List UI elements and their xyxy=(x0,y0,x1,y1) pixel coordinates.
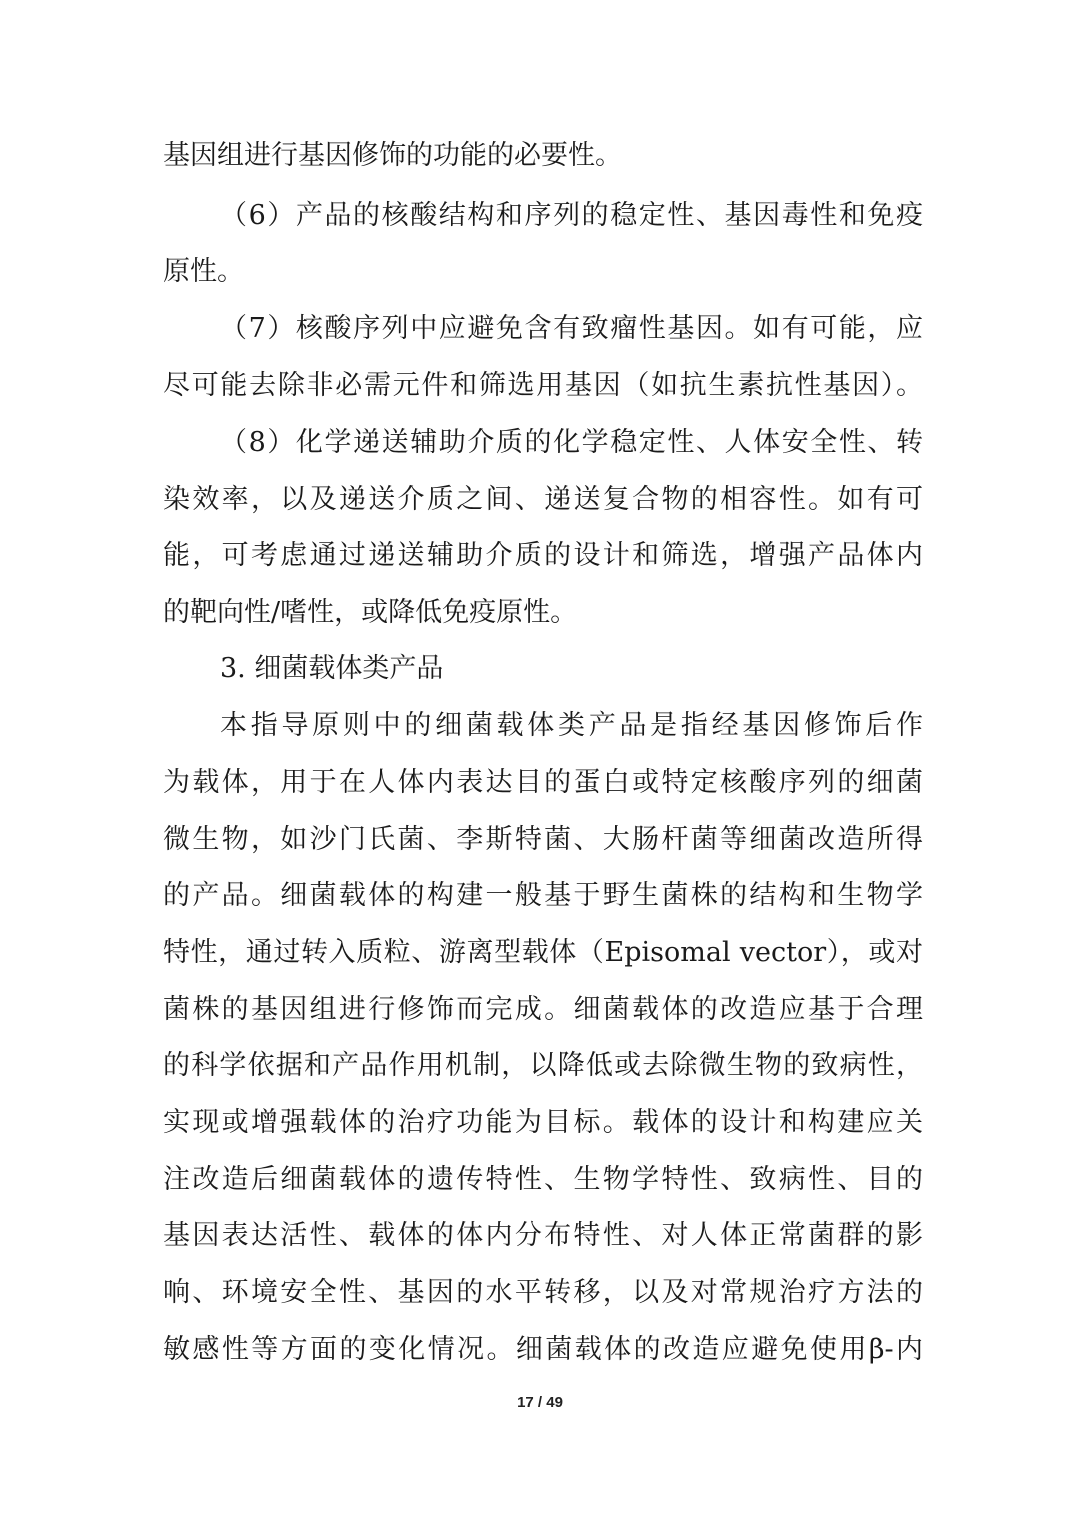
section-heading: 3. 细菌载体类产品 xyxy=(220,653,444,684)
text-line: 的靶向性/嗜性，或降低免疫原性。 xyxy=(163,597,578,628)
text-line: 响、环境安全性、基因的水平转移，以及对常规治疗方法的 xyxy=(163,1277,923,1308)
text-line: 注改造后细菌载体的遗传特性、生物学特性、致病性、目的 xyxy=(163,1164,923,1195)
text-line: 菌株的基因组进行修饰而完成。细菌载体的改造应基于合理 xyxy=(163,994,923,1025)
text-line: 能，可考虑通过递送辅助介质的设计和筛选，增强产品体内 xyxy=(163,540,923,571)
page-number: 17 / 49 xyxy=(517,1394,563,1411)
text-line: 基因组进行基因修饰的功能的必要性。 xyxy=(163,140,622,171)
text-line: 特性，通过转入质粒、游离型载体（Episomal vector），或对 xyxy=(163,937,923,968)
text-line: 微生物，如沙门氏菌、李斯特菌、大肠杆菌等细菌改造所得 xyxy=(163,824,923,855)
text-line: 的产品。细菌载体的构建一般基于野生菌株的结构和生物学 xyxy=(163,880,923,911)
text-line: 尽可能去除非必需元件和筛选用基因（如抗生素抗性基因）。 xyxy=(163,370,923,401)
text-line: 原性。 xyxy=(163,256,244,287)
text-line: （6）产品的核酸结构和序列的稳定性、基因毒性和免疫 xyxy=(220,200,923,231)
text-line: 敏感性等方面的变化情况。细菌载体的改造应避免使用β-内 xyxy=(163,1334,923,1365)
text-line: 实现或增强载体的治疗功能为目标。载体的设计和构建应关 xyxy=(163,1107,923,1138)
text-line: （7）核酸序列中应避免含有致瘤性基因。如有可能，应 xyxy=(220,313,923,344)
text-line: 染效率，以及递送介质之间、递送复合物的相容性。如有可 xyxy=(163,484,923,515)
text-line: 为载体，用于在人体内表达目的蛋白或特定核酸序列的细菌 xyxy=(163,767,923,798)
text-line: 的科学依据和产品作用机制，以降低或去除微生物的致病性， xyxy=(163,1050,923,1081)
text-line: 基因表达活性、载体的体内分布特性、对人体正常菌群的影 xyxy=(163,1220,923,1251)
text-line: （8）化学递送辅助介质的化学稳定性、人体安全性、转 xyxy=(220,427,923,458)
text-line: 本指导原则中的细菌载体类产品是指经基因修饰后作 xyxy=(220,710,923,741)
